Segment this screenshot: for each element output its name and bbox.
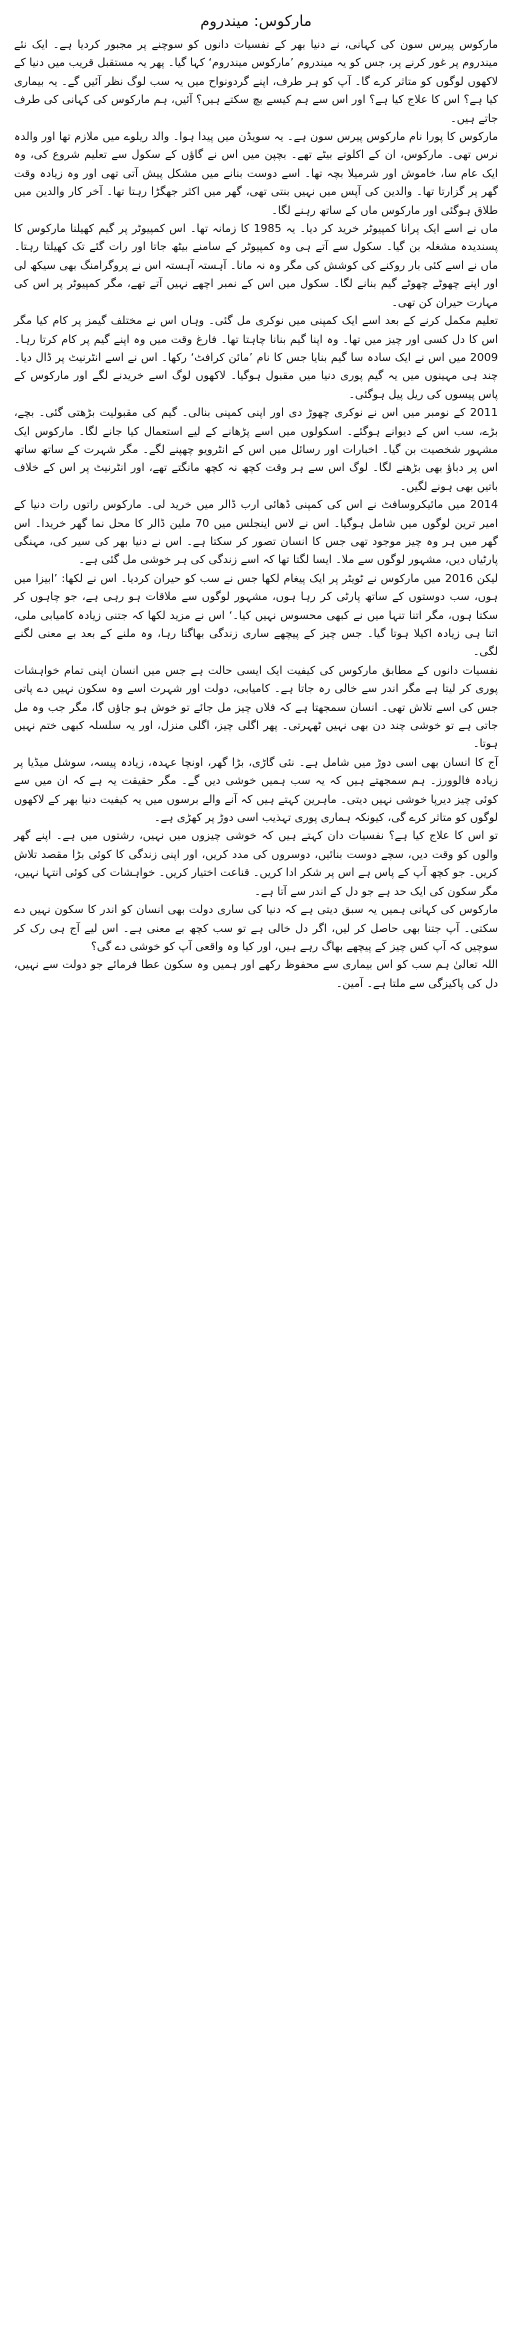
article-paragraph: مارکوس پیرس سون کی کہانی، نے دنیا بھر کے نفسیات دانوں کو سوچنے پر مجبور کردیا ہے۔ ایک نئے میندروم پر غور کرنے پر، جس کو یہ میندروم ’مارکوس میندروم‘ کہا گیا۔ پھر یہ مستقبل قریب میں دنیا کے لاکھوں لوگوں کو متاثر کرے گا۔ آپ کو ہر طرف، اپنے گردونواح میں یہ سب لوگ نظر آئیں گے۔ یہ بیماری کیا ہے؟ اس کا علاج کیا ہے؟ اور اس سے ہم کیسے بچ سکتے ہیں؟ آئیں، ہم مارکوس کی کہانی کی طرف جاتے ہیں۔: [14, 38, 498, 125]
article-paragraph: 2014 میں مائیکروسافٹ نے اس کی کمپنی ڈھائی ارب ڈالر میں خرید لی۔ مارکوس راتوں رات دنیا کے امیر ترین لوگوں میں شامل ہوگیا۔ اس نے لاس اینجلس میں 70 ملین ڈالر کا محل نما گھر خریدا۔ اس گھر میں ہر وہ چیز موجود تھی جس کا انسان تصور کر سکتا ہے۔ اس نے دنیا بھر کی سیر کی، مہنگی پارٹیاں دیں، مشہور لوگوں سے ملا۔ ایسا لگتا تھا کہ اسے زندگی کی ہر خوشی مل گئی ہے۔: [14, 498, 499, 567]
article-paragraph: آج کا انسان بھی اسی دوڑ میں شامل ہے۔ نئی گاڑی، بڑا گھر، اونچا عہدہ، زیادہ پیسہ، سوشل میڈیا پر زیادہ فالوورز۔ ہم سمجھتے ہیں کہ یہ سب ہمیں خوشی دیں گے۔ مگر حقیقت یہ ہے کہ ان میں سے کوئی چیز دیرپا خوشی نہیں دیتی۔ ماہرین کہتے ہیں کہ آنے والے برسوں میں یہ کیفیت دنیا بھر کے لاکھوں لوگوں کو متاثر کرے گی، کیونکہ ہماری پوری تہذیب اسی دوڑ پر کھڑی ہے۔: [14, 755, 498, 825]
article-title: مارکوس: میندروم: [200, 12, 312, 30]
article-paragraph: اللہ تعالیٰ ہم سب کو اس بیماری سے محفوظ رکھے اور ہمیں وہ سکون عطا فرمائے جو دولت سے نہیں، دل کی پاکیزگی سے ملتا ہے۔ آمین۔: [14, 958, 498, 990]
article-paragraph: 2011 کے نومبر میں اس نے نوکری چھوڑ دی اور اپنی کمپنی بنالی۔ گیم کی مقبولیت بڑھتی گئی۔ بچے، بڑے، سب اس کے دیوانے ہوگئے۔ اسکولوں میں اسے پڑھانے کے لیے استعمال کیا جانے لگا۔ مارکوس ایک مشہور شخصیت بن گیا۔ اخبارات اور رسائل میں اس کے انٹرویو چھپنے لگے۔ مگر شہرت کے ساتھ ساتھ اس پر دباؤ بھی بڑھنے لگا۔ لوگ اس سے ہر وقت کچھ نہ کچھ مانگتے تھے، اور انٹرنیٹ پر اس کے خلاف باتیں بھی ہونے لگیں۔: [14, 406, 498, 493]
article-paragraph: تعلیم مکمل کرنے کے بعد اسے ایک کمپنی میں نوکری مل گئی۔ وہاں اس نے مختلف گیمز پر کام کیا مگر اس کا دل کسی اور چیز میں تھا۔ وہ اپنا گیم بنانا چاہتا تھا۔ فارغ وقت میں وہ اپنے گیم پر کام کرتا رہا۔ 2009 میں اس نے ایک سادہ سا گیم بنایا جس کا نام ’مائن کرافٹ‘ رکھا۔ اس نے اسے انٹرنیٹ پر ڈال دیا۔ چند ہی مہینوں میں یہ گیم پوری دنیا میں مقبول ہوگیا۔ لاکھوں لوگ اسے خریدنے لگے اور مارکوس کے پاس پیسوں کی ریل پیل ہوگئی۔: [14, 314, 498, 401]
article-body: [14, 36, 498, 993]
article-paragraph: لیکن 2016 میں مارکوس نے ٹویٹر پر ایک پیغام لکھا جس نے سب کو حیران کردیا۔ اس نے لکھا: ’ابیزا میں ہوں، سب دوستوں کے ساتھ پارٹی کر رہا ہوں، مشہور لوگوں سے ملاقات ہو رہی ہے، جو چاہوں کر سکتا ہوں، مگر اتنا تنہا میں نے کبھی محسوس نہیں کیا۔‘ اس نے مزید لکھا کہ جتنی زیادہ کامیابی ملی، اتنا ہی زیادہ اکیلا ہوتا گیا۔ جس چیز کے پیچھے ساری زندگی بھاگتا رہا، وہ ملنے کے بعد بے معنی لگنے لگی۔: [14, 571, 498, 659]
article-paragraph: مارکوس کا پورا نام مارکوس پیرس سون ہے۔ یہ سویڈن میں پیدا ہوا۔ والد ریلوے میں ملازم تھا اور والدہ نرس تھی۔ مارکوس، ان کے اکلوتے بیٹے تھے۔ بچپن میں اس نے گاؤں کے سکول سے تعلیم شروع کی، وہ ایک عام سا، خاموش اور شرمیلا بچہ تھا۔ اسے دوست بنانے میں مشکل پیش آتی تھی اور وہ زیادہ وقت گھر پر گزارتا تھا۔ والدین کی آپس میں نہیں بنتی تھی، گھر میں اکثر جھگڑا رہتا تھا۔ آخر کار والدین میں طلاق ہوگئی اور مارکوس ماں کے ساتھ رہنے لگا۔: [14, 130, 498, 217]
article-paragraph: تو اس کا علاج کیا ہے؟ نفسیات دان کہتے ہیں کہ خوشی چیزوں میں نہیں، رشتوں میں ہے۔ اپنے گھر والوں کو وقت دیں، سچے دوست بنائیں، دوسروں کی مدد کریں، اور اپنی زندگی کا کوئی بڑا مقصد تلاش کریں۔ جو کچھ آپ کے پاس ہے اس پر شکر ادا کریں۔ قناعت اختیار کریں۔ خواہشات کی کوئی انتہا نہیں، مگر سکون کی ایک حد ہے جو دل کے اندر سے آتا ہے۔: [14, 829, 498, 898]
article-paragraph: نفسیات دانوں کے مطابق مارکوس کی کیفیت ایک ایسی حالت ہے جس میں انسان اپنی تمام خواہشات پوری کر لیتا ہے مگر اندر سے خالی رہ جاتا ہے۔ کامیابی، دولت اور شہرت اسے وہ سکون نہیں دے پاتی جس کی اسے تلاش تھی۔ انسان سمجھتا ہے کہ فلاں چیز مل جائے تو خوش ہو جاؤں گا، مگر جب وہ مل جاتی ہے تو خوشی چند دن بھی نہیں ٹھہرتی۔ پھر اگلی چیز، اگلی منزل، اور یہ سلسلہ کبھی ختم نہیں ہوتا۔: [14, 663, 498, 751]
article-paragraph: ماں نے اسے ایک پرانا کمپیوٹر خرید کر دیا۔ یہ 1985 کا زمانہ تھا۔ اس کمپیوٹر پر گیم کھیلنا مارکوس کا پسندیدہ مشغلہ بن گیا۔ سکول سے آتے ہی وہ کمپیوٹر کے سامنے بیٹھ جاتا اور رات گئے تک کھیلتا رہتا۔ ماں نے اسے کئی بار روکنے کی کوشش کی مگر وہ نہ مانا۔ آہستہ آہستہ اس نے پروگرامنگ بھی سیکھ لی اور اپنے چھوٹے چھوٹے گیم بنانے لگا۔ سکول میں اس کے نمبر اچھے نہیں آتے تھے، مگر کمپیوٹر پر اس کی مہارت حیران کن تھی۔: [14, 222, 498, 309]
article-paragraph: مارکوس کی کہانی ہمیں یہ سبق دیتی ہے کہ دنیا کی ساری دولت بھی انسان کو اندر کا سکون نہیں دے سکتی۔ آپ جتنا بھی حاصل کر لیں، اگر دل خالی ہے تو سب کچھ بے معنی ہے۔ اس لیے آج ہی رک کر سوچیں کہ آپ کس چیز کے پیچھے بھاگ رہے ہیں، اور کیا وہ واقعی آپ کو خوشی دے گی؟: [14, 903, 498, 953]
